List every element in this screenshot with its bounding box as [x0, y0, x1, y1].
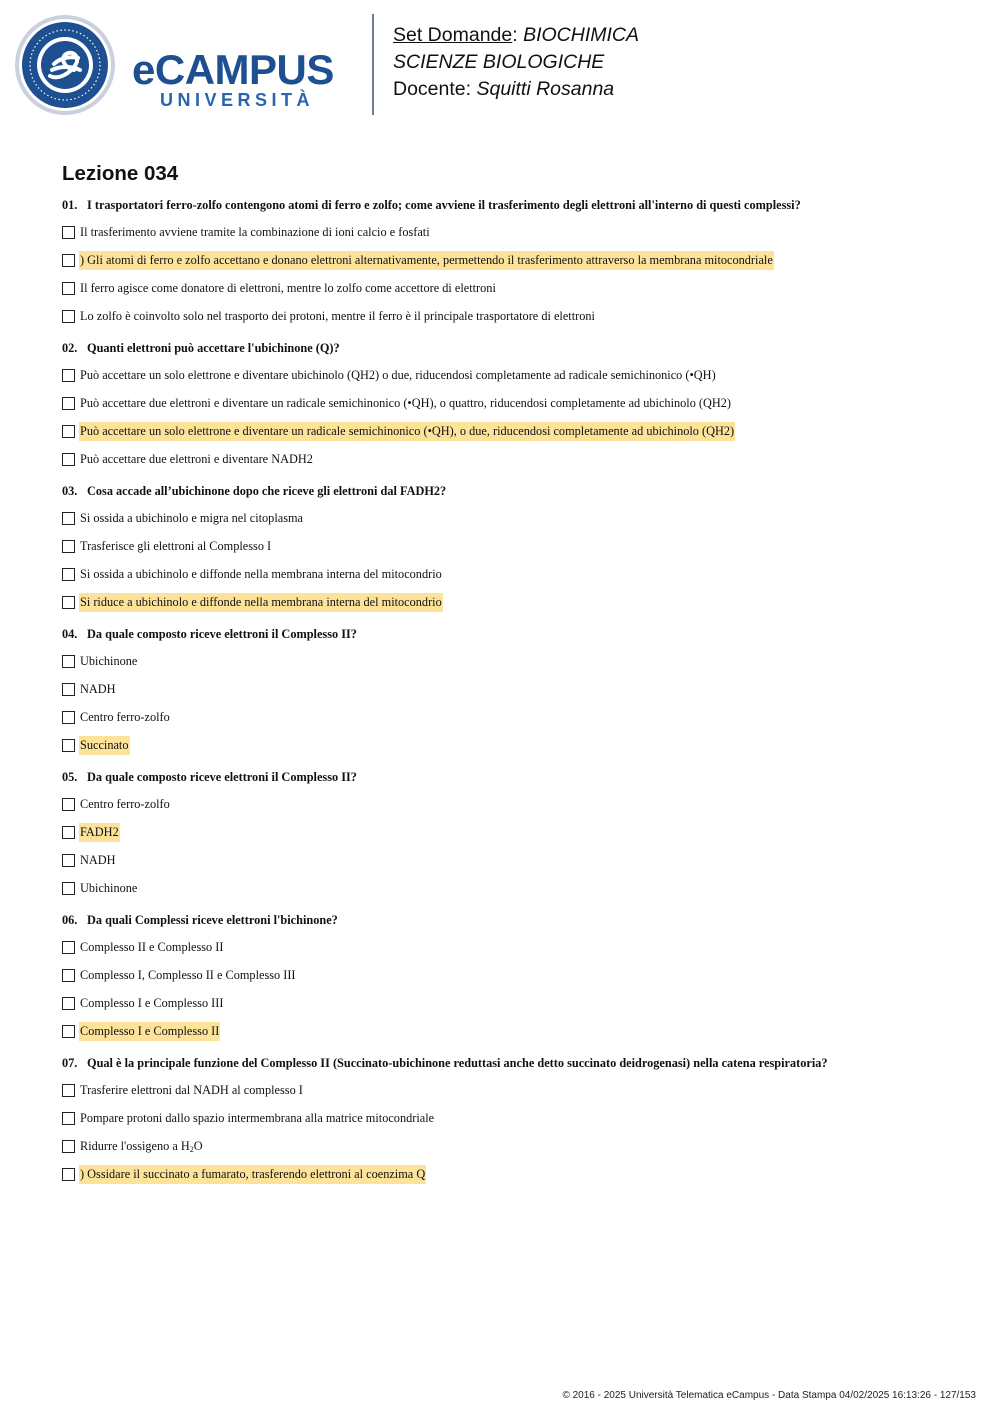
- answer-option[interactable]: [62, 565, 962, 584]
- answer-checkbox[interactable]: [62, 1168, 75, 1181]
- answer-checkbox[interactable]: [62, 1084, 75, 1097]
- answer-option-correct[interactable]: [62, 1022, 962, 1041]
- question-05: [62, 768, 962, 898]
- question-number: 02.: [62, 341, 78, 355]
- answer-option[interactable]: [62, 223, 962, 242]
- answer-checkbox[interactable]: [62, 226, 75, 239]
- answer-text: NADH: [80, 682, 116, 696]
- page-header: [0, 0, 1000, 130]
- answer-text: Ubichinone: [80, 654, 138, 668]
- answer-text: Complesso I, Complesso II e Complesso III: [80, 968, 296, 982]
- question-title: [62, 1054, 962, 1072]
- set-value: BIOCHIMICA: [523, 24, 640, 46]
- header-info: [393, 22, 639, 103]
- answer-option[interactable]: [62, 509, 962, 528]
- teacher-label: Docente: [393, 78, 466, 100]
- answer-option[interactable]: [62, 1137, 962, 1156]
- answer-option-correct[interactable]: [62, 422, 962, 441]
- answer-checkbox[interactable]: [62, 369, 75, 382]
- question-text: I trasportatori ferro-zolfo contengono atomi di ferro e zolfo; come avviene il trasferimento degli elettroni all'interno di questi complessi?: [87, 198, 801, 212]
- answer-text-highlighted: Si riduce a ubichinolo e diffonde nella membrana interna del mitocondrio: [79, 593, 443, 612]
- answer-checkbox[interactable]: [62, 826, 75, 839]
- question-title: [62, 911, 962, 929]
- answer-text: Complesso I e Complesso III: [80, 996, 224, 1010]
- answer-checkbox[interactable]: [62, 568, 75, 581]
- answer-checkbox[interactable]: [62, 397, 75, 410]
- answer-checkbox[interactable]: [62, 282, 75, 295]
- answer-text: [79, 1137, 204, 1156]
- answer-text-highlighted: Complesso I e Complesso II: [79, 1022, 220, 1041]
- answer-option-correct[interactable]: [62, 736, 962, 755]
- answer-text-highlighted: FADH2: [79, 823, 120, 842]
- answer-option[interactable]: [62, 994, 962, 1013]
- answer-option[interactable]: [62, 279, 962, 298]
- set-label: Set Domande: [393, 24, 513, 46]
- answer-text: Complesso II e Complesso II: [80, 940, 224, 954]
- answer-checkbox[interactable]: [62, 453, 75, 466]
- answer-text: Centro ferro-zolfo: [80, 797, 170, 811]
- answer-checkbox[interactable]: [62, 882, 75, 895]
- answer-option[interactable]: [62, 879, 962, 898]
- answer-option-correct[interactable]: [62, 251, 962, 270]
- answer-option[interactable]: [62, 537, 962, 556]
- answer-text: Può accettare due elettroni e diventare un radicale semichinonico (•QH), o quattro, riducendosi completamente ad ubichinolo (QH2): [80, 396, 732, 410]
- answer-text: Può accettare un solo elettrone e diventare ubichinolo (QH2) o due, riducendosi completamente ad radicale semichinonico (•QH): [80, 368, 716, 382]
- ecampus-logo: [14, 14, 359, 116]
- answer-checkbox[interactable]: [62, 683, 75, 696]
- question-text: Da quali Complessi riceve elettroni l'bichinone?: [87, 913, 338, 927]
- question-03: [62, 482, 962, 612]
- question-number: 07.: [62, 1056, 78, 1070]
- answer-option[interactable]: [62, 652, 962, 671]
- answer-option[interactable]: [62, 966, 962, 985]
- question-title: [62, 625, 962, 643]
- subscript-2: 2: [189, 1145, 194, 1154]
- answer-checkbox[interactable]: [62, 310, 75, 323]
- answer-text-highlighted: Può accettare un solo elettrone e diventare un radicale semichinonico (•QH), o due, riducendosi completamente ad ubichinolo (QH2): [79, 422, 735, 441]
- logo-brand-text: eCAMPUS: [132, 46, 334, 93]
- answer-checkbox[interactable]: [62, 655, 75, 668]
- answer-option[interactable]: [62, 1109, 962, 1128]
- answer-text-highlighted: ) Gli atomi di ferro e zolfo accettano e donano elettroni alternativamente, permettendo il trasferimento attraverso la membrana mitocondriale: [79, 251, 774, 270]
- answer-checkbox[interactable]: [62, 425, 75, 438]
- question-text: Qual è la principale funzione del Complesso II (Succinato-ubichinone reduttasi anche detto succinato deidrogenasi) nella catena respiratoria?: [87, 1056, 828, 1070]
- answer-text: Lo zolfo è coinvolto solo nel trasporto dei protoni, mentre il ferro è il principale trasportatore di elettroni: [80, 309, 595, 323]
- answer-checkbox[interactable]: [62, 798, 75, 811]
- answer-checkbox[interactable]: [62, 1112, 75, 1125]
- question-title: [62, 768, 962, 786]
- question-number: 03.: [62, 484, 78, 498]
- question-number: 05.: [62, 770, 78, 784]
- answer-text: Centro ferro-zolfo: [80, 710, 170, 724]
- question-text: Da quale composto riceve elettroni il Complesso II?: [87, 627, 357, 641]
- answer-option[interactable]: [62, 366, 962, 385]
- answer-option[interactable]: [62, 450, 962, 469]
- answer-checkbox[interactable]: [62, 997, 75, 1010]
- question-07: [62, 1054, 962, 1184]
- answer-option[interactable]: [62, 795, 962, 814]
- answer-checkbox[interactable]: [62, 1140, 75, 1153]
- answer-option-correct[interactable]: [62, 823, 962, 842]
- question-text: Cosa accade all’ubichinone dopo che riceve gli elettroni dal FADH2?: [87, 484, 447, 498]
- answer-checkbox[interactable]: [62, 739, 75, 752]
- answer-checkbox[interactable]: [62, 969, 75, 982]
- answer-text-highlighted: Succinato: [79, 736, 130, 755]
- answer-text: Trasferisce gli elettroni al Complesso I: [80, 539, 272, 553]
- answer-option[interactable]: [62, 394, 962, 413]
- answer-text-highlighted: ) Ossidare il succinato a fumarato, trasferendo elettroni al coenzima Q: [79, 1165, 426, 1184]
- answer-checkbox[interactable]: [62, 596, 75, 609]
- answer-text: Trasferire elettroni dal NADH al complesso I: [80, 1083, 303, 1097]
- question-list: [62, 196, 962, 1197]
- answer-option[interactable]: [62, 680, 962, 699]
- answer-text: Può accettare due elettroni e diventare NADH2: [80, 452, 313, 466]
- answer-text-post: O: [193, 1139, 203, 1153]
- answer-text: NADH: [80, 853, 116, 867]
- question-06: [62, 911, 962, 1041]
- teacher-value: Squitti Rosanna: [476, 78, 615, 100]
- answer-text-pre: Ridurre l'ossigeno a H: [80, 1139, 190, 1153]
- answer-text: Pompare protoni dallo spazio intermembrana alla matrice mitocondriale: [80, 1111, 435, 1125]
- answer-checkbox[interactable]: [62, 540, 75, 553]
- question-number: 06.: [62, 913, 78, 927]
- answer-text: Il trasferimento avviene tramite la combinazione di ioni calcio e fosfati: [80, 225, 430, 239]
- answer-text: Il ferro agisce come donatore di elettroni, mentre lo zolfo come accettore di elettroni: [80, 281, 496, 295]
- question-04: [62, 625, 962, 755]
- answer-text: Si ossida a ubichinolo e diffonde nella membrana interna del mitocondrio: [80, 567, 442, 581]
- answer-option[interactable]: [62, 1081, 962, 1100]
- answer-option-correct[interactable]: [62, 1165, 962, 1184]
- teacher-line: Docente: Squitti Rosanna: [393, 78, 615, 100]
- answer-option[interactable]: [62, 307, 962, 326]
- question-02: [62, 339, 962, 469]
- answer-text: Si ossida a ubichinolo e migra nel citoplasma: [80, 511, 304, 525]
- question-number: 04.: [62, 627, 78, 641]
- question-title: [62, 196, 962, 214]
- answer-checkbox[interactable]: [62, 711, 75, 724]
- answer-checkbox[interactable]: [62, 512, 75, 525]
- question-01: [62, 196, 962, 326]
- lesson-title: Lezione 034: [62, 162, 179, 185]
- course-name: SCIENZE BIOLOGICHE: [393, 51, 605, 73]
- answer-option[interactable]: [62, 851, 962, 870]
- page-footer: © 2016 - 2025 Università Telematica eCampus - Data Stampa 04/02/2025 16:13:26 - 127/153: [562, 1390, 976, 1401]
- answer-checkbox[interactable]: [62, 254, 75, 267]
- set-line: Set Domande: BIOCHIMICA: [393, 24, 640, 46]
- answer-checkbox[interactable]: [62, 941, 75, 954]
- answer-option[interactable]: [62, 708, 962, 727]
- question-title: [62, 482, 962, 500]
- header-divider: [372, 14, 374, 115]
- logo-sub-text: UNIVERSITÀ: [160, 90, 315, 110]
- question-number: 01.: [62, 198, 78, 212]
- answer-option-correct[interactable]: [62, 593, 962, 612]
- question-text: Quanti elettroni può accettare l'ubichinone (Q)?: [87, 341, 340, 355]
- question-title: [62, 339, 962, 357]
- answer-option[interactable]: [62, 938, 962, 957]
- answer-text: Ubichinone: [80, 881, 138, 895]
- answer-checkbox[interactable]: [62, 1025, 75, 1038]
- answer-checkbox[interactable]: [62, 854, 75, 867]
- question-text: Da quale composto riceve elettroni il Complesso II?: [87, 770, 357, 784]
